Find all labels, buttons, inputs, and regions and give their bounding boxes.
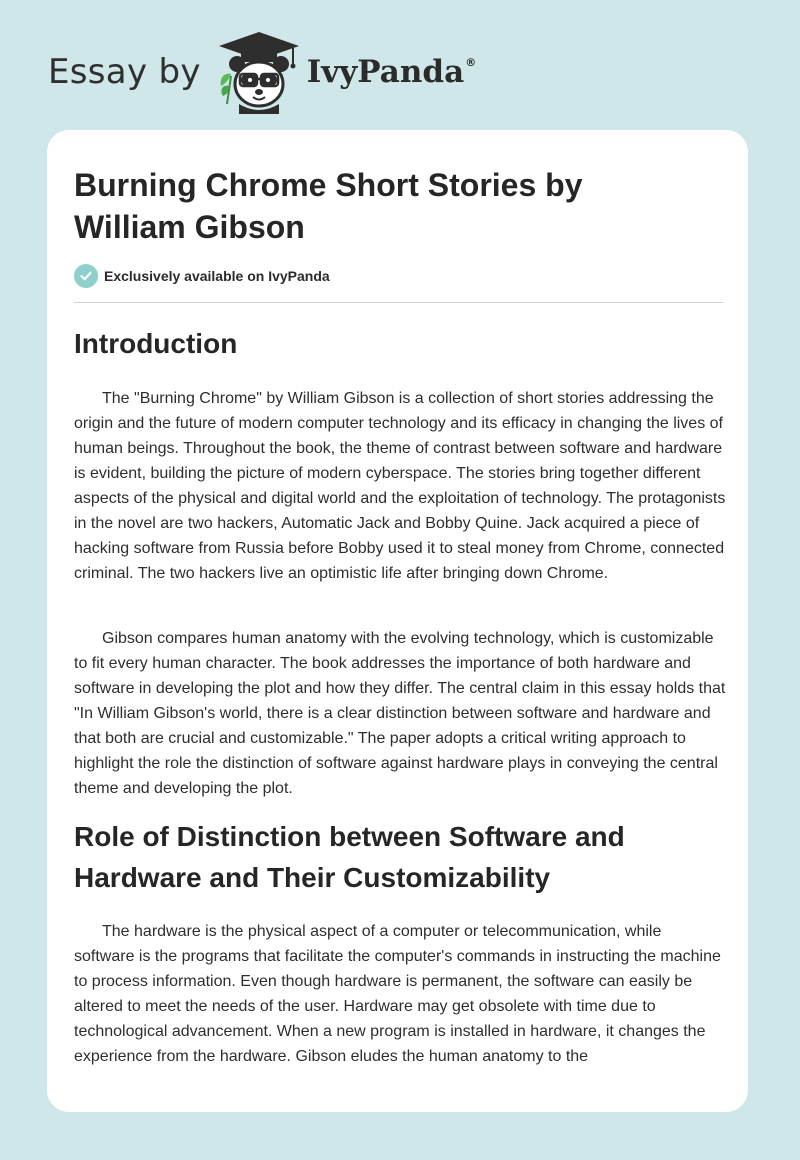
exclusive-badge <box>74 264 330 288</box>
essay-title: Burning Chrome Short Stories by William Gibson <box>74 167 583 245</box>
check-circle-icon <box>74 264 98 288</box>
brand-name: IvyPanda® <box>306 54 477 90</box>
paragraph: The hardware is the physical aspect of a computer or telecommunication, while software is the programs that facilitate the computer's commands in instructing the machine to process information. Even though hardware is permanent, the software can easily be altered to meet the needs of the user. Hardware may get obsolete with time due to technological advancement. When a new program is installed in hardware, it changes the experience from the hardware. Gibson eludes the human anatomy to the <box>74 923 721 1065</box>
brand-header[interactable] <box>48 30 476 114</box>
brand-prefix: Essay by <box>48 52 201 92</box>
section-heading-introduction: Introduction <box>74 328 238 359</box>
panda-graduate-logo-icon <box>213 30 305 114</box>
paragraph: Gibson compares human anatomy with the evolving technology, which is customizable to fit every human character. The book addresses the importance of both hardware and software in developing the plot and how they differ. The central claim in this essay holds that "In William Gibson's world, there is a clear distinction between software and hardware and that both are crucial and customizable." The paper adopts a critical writing approach to highlight the role the distinction of software against hardware plays in conveying the central theme and developing the plot. <box>74 630 726 797</box>
registered-mark: ® <box>465 56 477 69</box>
paragraph: The "Burning Chrome" by William Gibson is a collection of short stories addressing the origin and the future of modern computer technology and its efficacy in changing the lives of human beings. Throughout the book, the theme of contrast between software and hardware is evident, building the picture of modern cyberspace. The stories bring together different aspects of the physical and digital world and the exploitation of technology. The protagonists in the novel are two hackers, Automatic Jack and Bobby Quine. Jack acquired a piece of hacking software from Russia before Bobby used it to steal money from Chrome, connected criminal. The two hackers live an optimistic life after bringing down Chrome. <box>74 390 726 582</box>
essay-card <box>47 130 748 1112</box>
section-heading-role-of-distinction: Role of Distinction between Software and Hardware and Their Customizability <box>74 821 625 893</box>
divider <box>74 302 723 303</box>
exclusive-label: Exclusively available on IvyPanda <box>104 268 330 284</box>
